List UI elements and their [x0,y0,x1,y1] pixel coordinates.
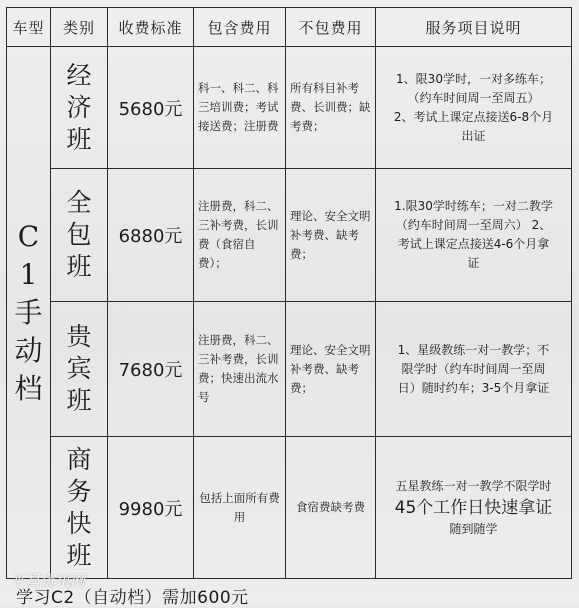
vehicle-type-char: 档 [14,371,43,405]
category-char: 全 [66,188,92,217]
service-line: （约车时间周一至周五） [407,90,540,105]
price-cell: 9980元 [108,437,194,579]
header-vehicle: 车型 [7,8,51,47]
vehicle-type-char: C [17,219,40,253]
footer-note: 学习C2（自动档）需加600元 [16,588,249,608]
service-line: 出证 [461,128,486,143]
category-cell [51,47,108,169]
price-cell: 7680元 [108,302,194,437]
header-price: 收费标准 [108,8,194,47]
header-included: 包含费用 [194,8,286,47]
excluded-cell: 理论、安全文明补考费、缺考费； [286,169,376,302]
category-char: 快 [66,508,92,538]
vehicle-type-char: 1 [19,257,38,291]
header-service: 服务项目说明 [376,8,572,47]
category-cell [51,169,108,302]
excluded-cell: 理论、安全文明补考费、缺考费； [286,302,376,437]
service-line: 证 [467,256,480,270]
service-line: 考试上课定点接送4-6个月拿 [397,237,550,251]
table-row [7,47,572,169]
header-category: 类别 [51,8,108,47]
included-cell: 注册费，科二、三补考费，长训费；快速出流水号 [194,302,286,437]
category-char: 务 [66,476,92,506]
service-line-emphasis: 45个工作日快速拿证 [394,497,553,518]
excluded-cell: 所有科目补考费、长训费；缺考费； [286,47,376,169]
category-char: 班 [66,540,92,570]
service-line: 1、限30学时，一对多练车； [396,71,551,86]
service-cell [376,437,572,579]
category-char: 商 [66,444,92,474]
watermark-logo: 平昌资讯网 [10,572,86,590]
service-line: 1.限30学时练车；一对二教学 [394,199,553,213]
service-line: 限学时（约车时间周一至周 [401,361,546,376]
vehicle-type-char: 动 [14,333,43,367]
service-line: 五星教练一对一教学不限学时 [395,478,552,493]
service-cell [376,302,572,437]
service-line: 日）随时约车；3-5个月拿证 [397,380,550,395]
table-row [7,302,572,437]
header-excluded: 不包费用 [286,8,376,47]
price-table [6,7,572,579]
category-char: 班 [66,386,92,415]
vehicle-type-char: 手 [14,295,43,329]
category-char: 班 [66,124,92,154]
service-line: 1、星级教练一对一教学；不 [397,342,550,357]
excluded-cell: 食宿费缺考费 [286,437,376,579]
service-line: 随到随学 [449,521,498,536]
category-cell [51,302,108,437]
price-cell: 5680元 [108,47,194,169]
service-line: 2、考试上课定点接送6-8个月 [393,109,554,124]
category-char: 经 [66,60,92,90]
category-cell [51,437,108,579]
table-row [7,169,572,302]
included-cell: 包括上面所有费用 [194,437,286,579]
header-row [7,8,572,47]
service-line: （约车时间周一至周六） 2、 [395,218,552,232]
category-char: 包 [66,220,92,249]
price-cell: 6880元 [108,169,194,302]
category-char: 贵 [66,322,92,351]
included-cell: 科一、科二、科三培训费；考试接送费；注册费 [194,47,286,169]
table-row [7,437,572,579]
category-char: 班 [66,252,92,281]
service-cell [376,47,572,169]
vehicle-type-cell [7,47,51,579]
included-cell: 注册费，科二、三补考费，长训费（食宿自费）； [194,169,286,302]
category-char: 济 [66,92,92,122]
service-cell [376,169,572,302]
category-char: 宾 [66,354,92,383]
